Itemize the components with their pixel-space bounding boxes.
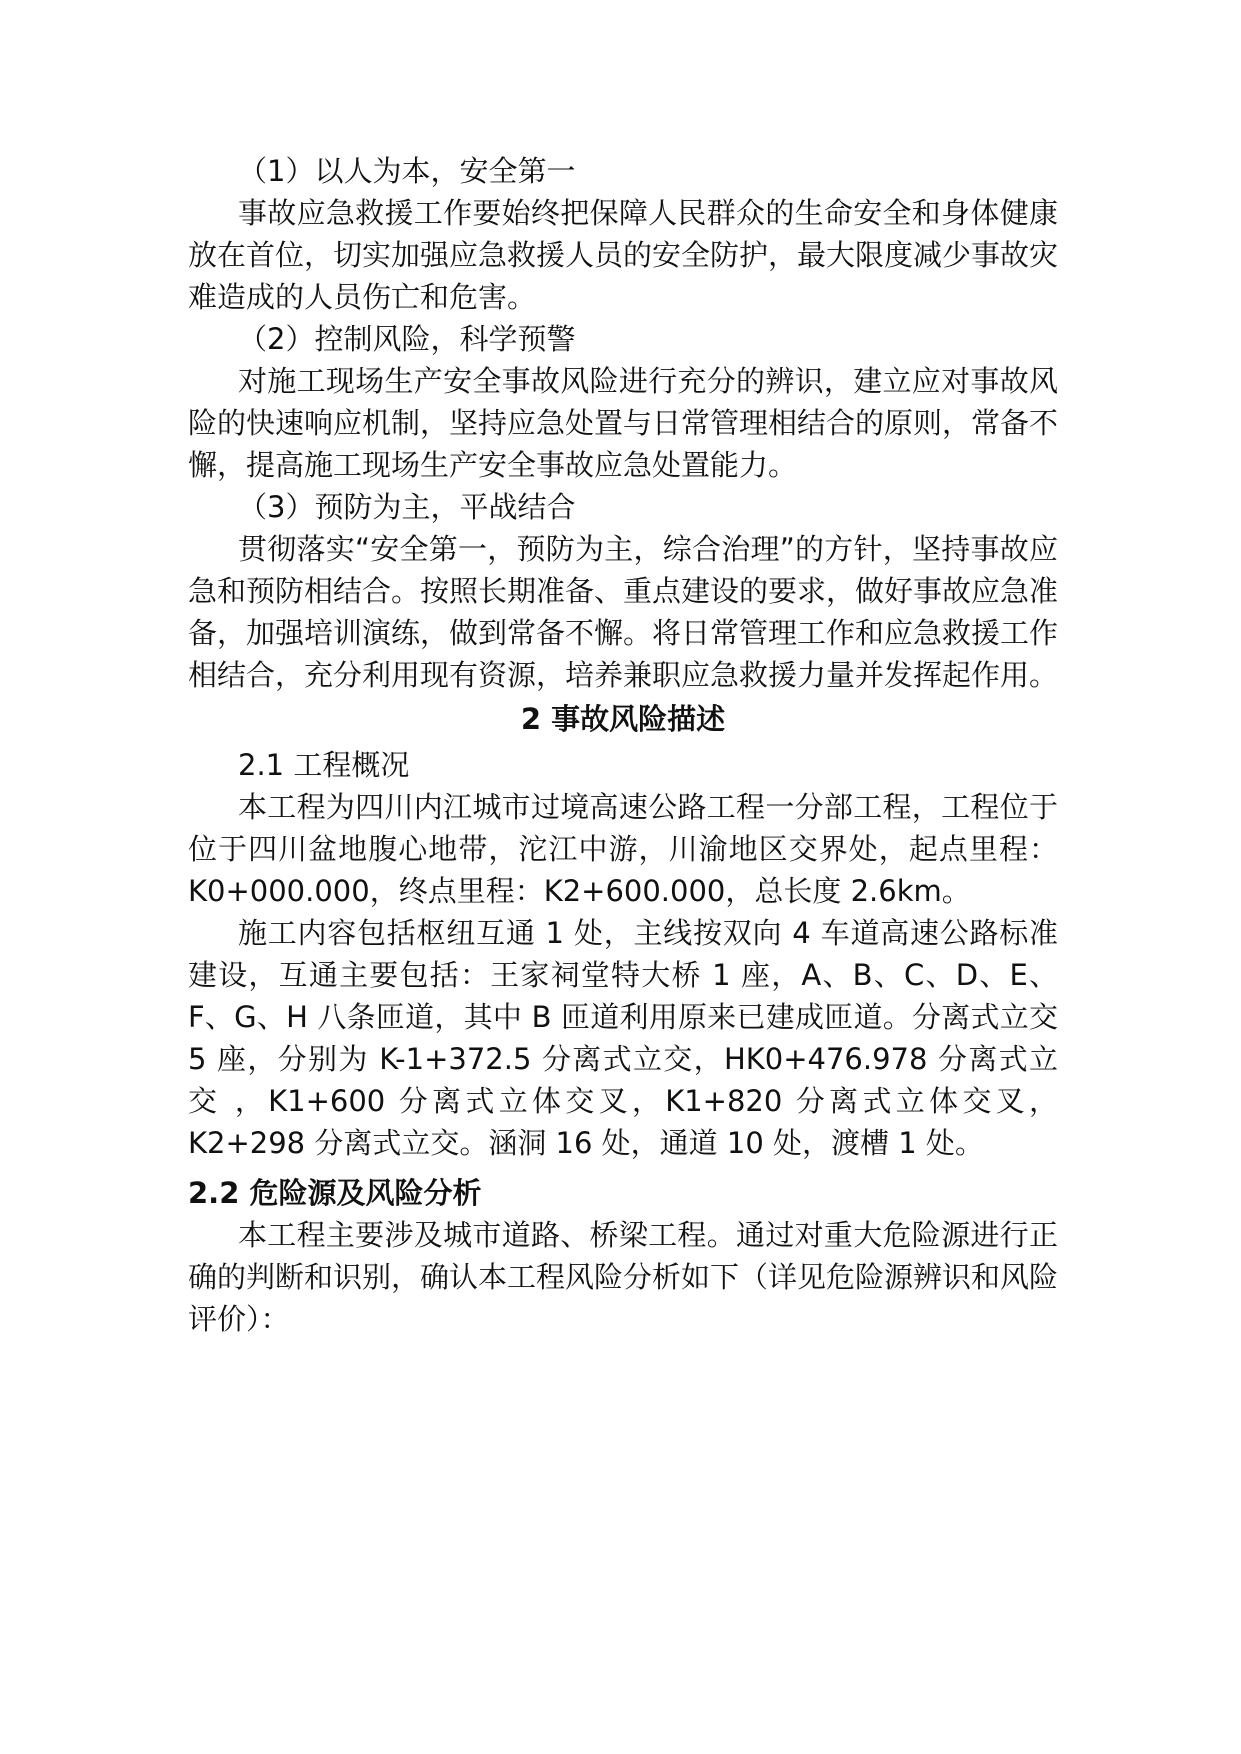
principle-2-body: 对施工现场生产安全事故风险进行充分的辨识，建立应对事故风险的快速响应机制，坚持应急处置与日常管理相结合的原则，常备不懈，提高施工现场生产安全事故应急处置能力。 xyxy=(188,364,1059,482)
principle-1-heading: （1）以人为本，安全第一 xyxy=(238,154,576,188)
section-2-2-title: 2.2 危险源及风险分析 xyxy=(188,1176,482,1210)
section-2-2-paragraph-1: 本工程主要涉及城市道路、桥梁工程。通过对重大危险源进行正确的判断和识别，确认本工程风险分析如下（详见危险源辨识和风险评价）： xyxy=(188,1218,1059,1336)
principle-3-body: 贯彻落实“安全第一，预防为主，综合治理”的方针，坚持事故应急和预防相结合。按照长期准备、重点建设的要求，做好事故应急准备，加强培训演练，做到常备不懈。将日常管理工作和应急救援工作相结合，充分利用现有资源，培养兼职应急救援力量并发挥起作用。 xyxy=(188,532,1059,692)
section-2-1-title: 2.1 工程概况 xyxy=(238,748,410,782)
principle-3-heading: （3）预防为主，平战结合 xyxy=(238,490,576,524)
section-2-1-paragraph-1: 本工程为四川内江城市过境高速公路工程一分部工程，工程位于位于四川盆地腹心地带，沱江中游，川渝地区交界处，起点里程：K0+000.000，终点里程：K2+600.000，总长度 2.6km。 xyxy=(188,790,1058,908)
principle-2-heading: （2）控制风险，科学预警 xyxy=(238,322,576,356)
section-2-1-paragraph-2: 施工内容包括枢纽互通 1 处，主线按双向 4 车道高速公路标准建设，互通主要包括：王家祠堂特大桥 1 座，A、B、C、D、E、F、G、H 八条匝道，其中 B 匝道利用原来已建成匝道。分离式立交 5 座，分别为 K-1+372.5 分离式立交，HK0+476.978 分离式立交 ，K1+600 分离式立体交叉，K1+820 分离式立体交叉，K2+298 分离式立交。涵洞 16 处，通道 10 处，渡槽 1 处。 xyxy=(188,916,1058,1160)
principle-1-body: 事故应急救援工作要始终把保障人民群众的生命安全和身体健康放在首位，切实加强应急救援人员的安全防护，最大限度减少事故灾难造成的人员伤亡和危害。 xyxy=(188,196,1059,314)
document-body xyxy=(188,150,1058,1340)
chapter-2-title: 2 事故风险描述 xyxy=(520,702,726,736)
